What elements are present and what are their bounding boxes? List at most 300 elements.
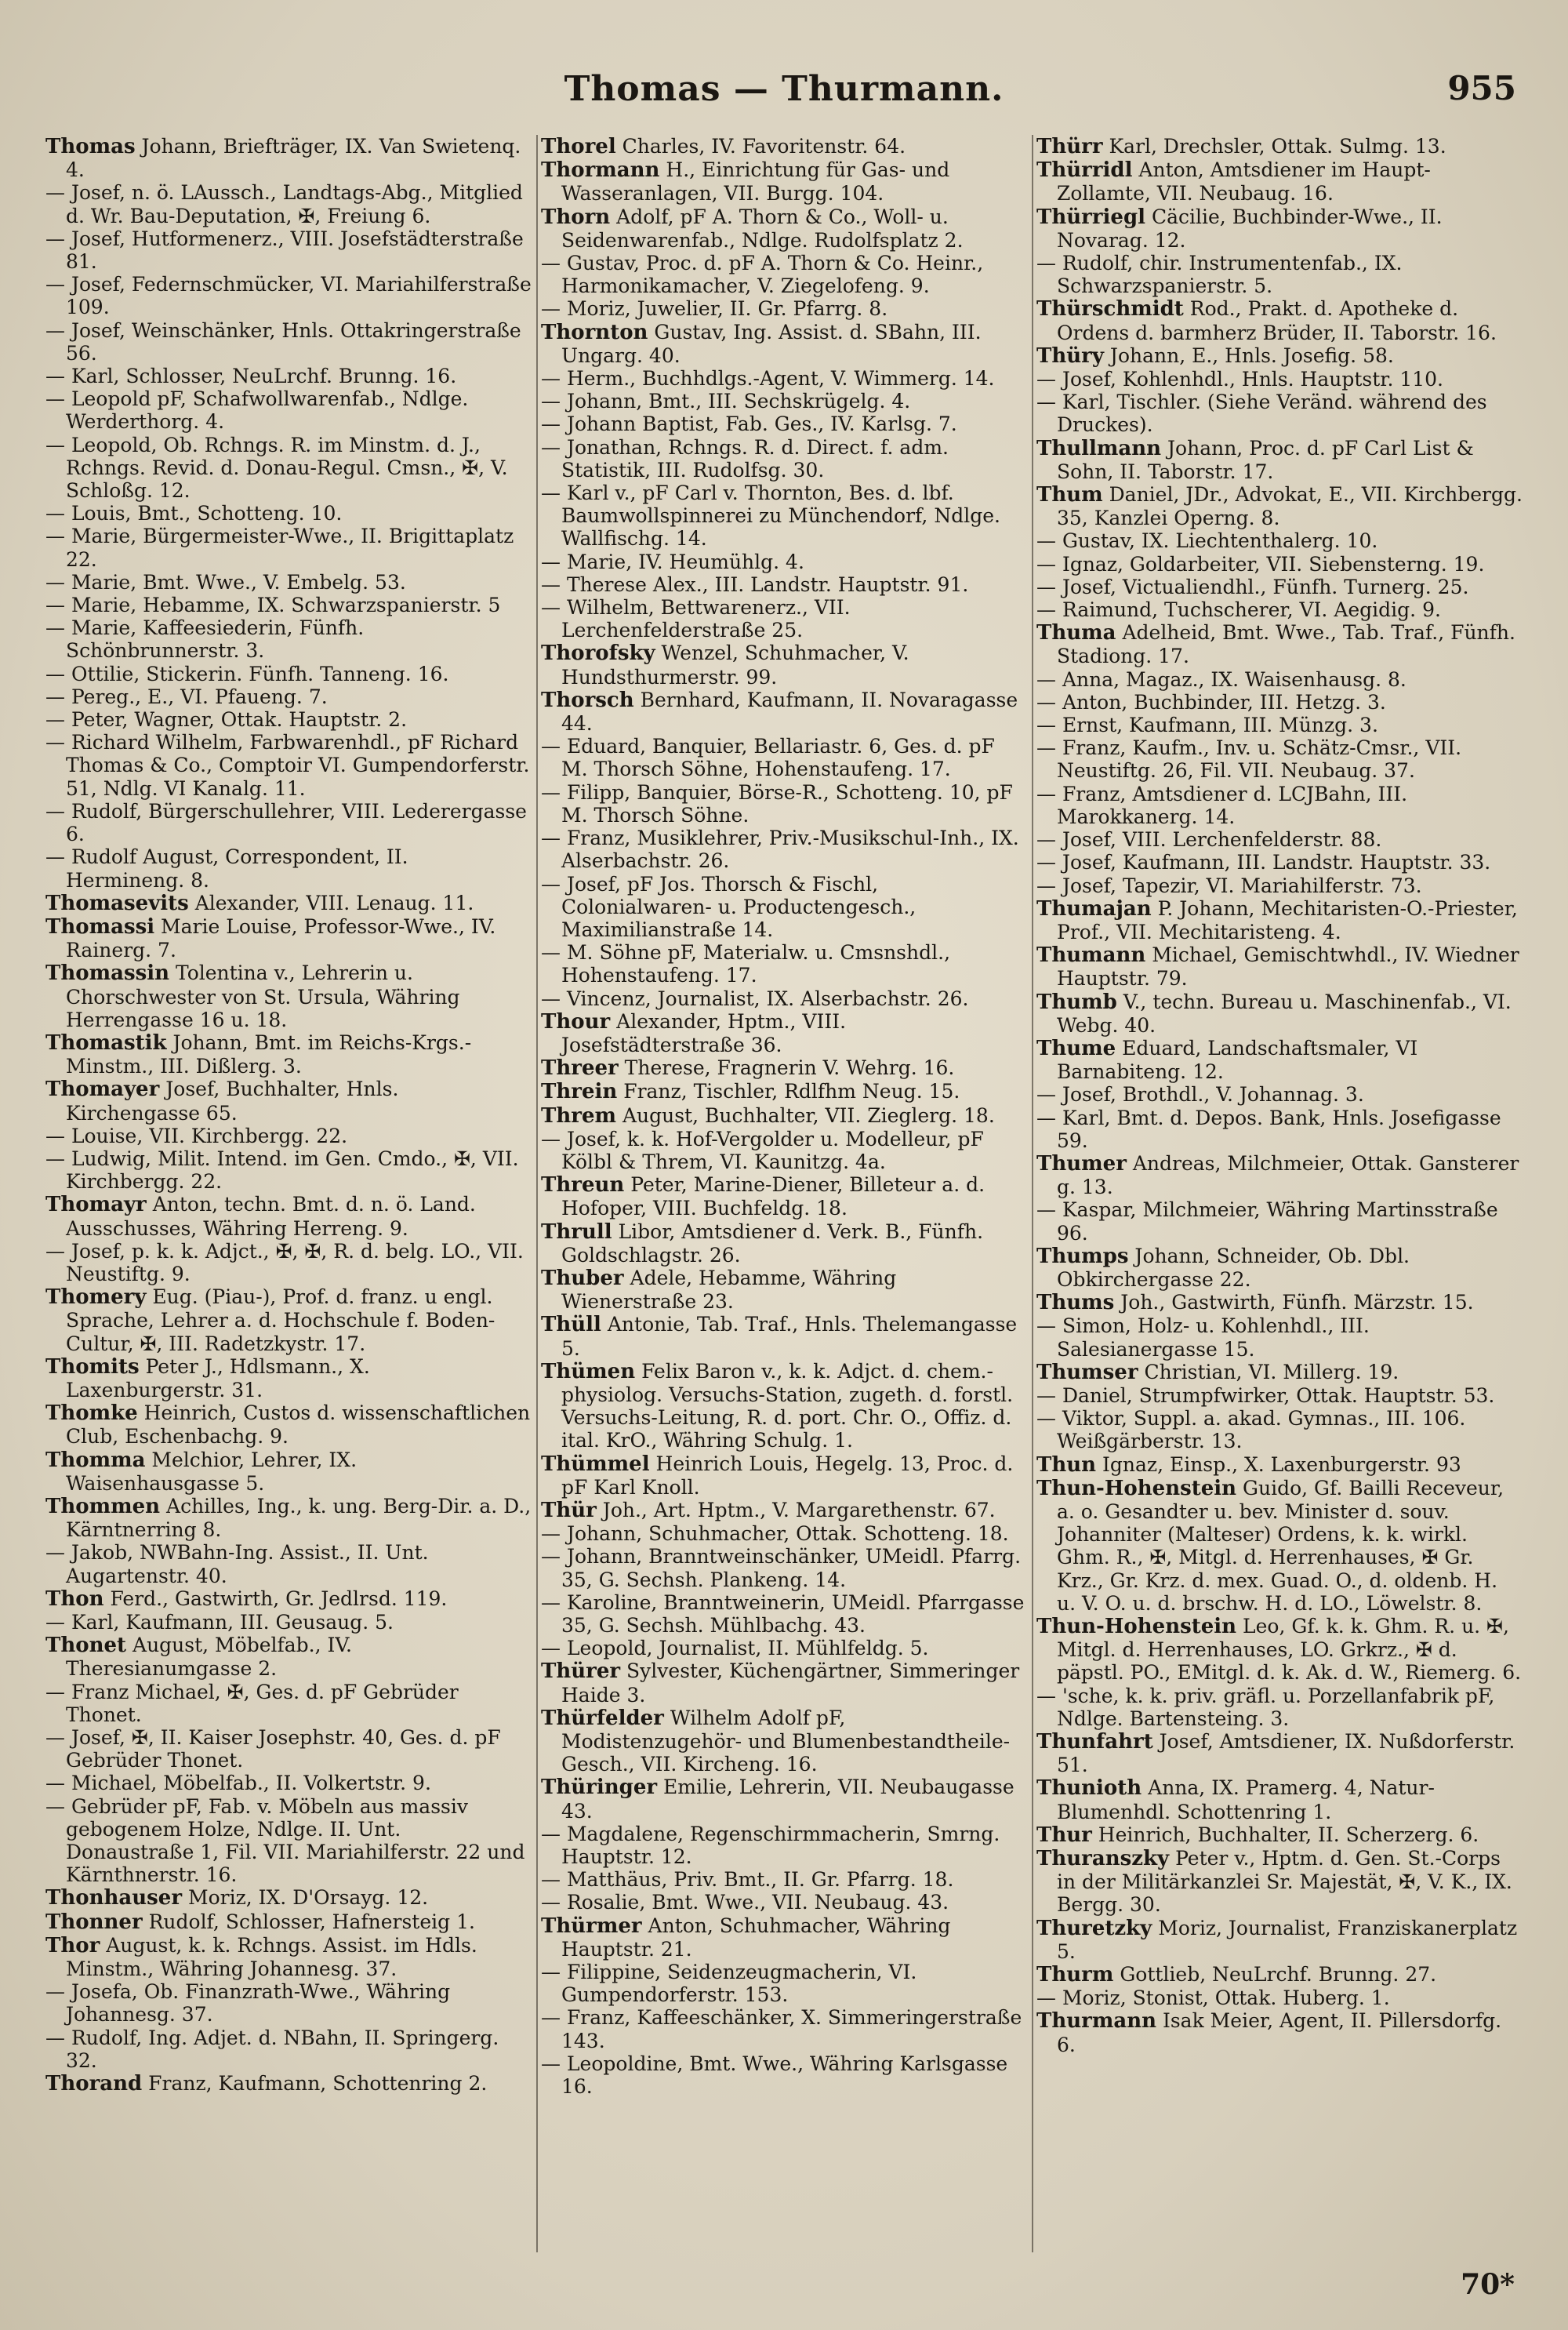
directory-entry bbox=[45, 1078, 532, 1124]
entry-details: — Leopold, Journalist, II. Mühlfeldg. 5. bbox=[541, 1637, 929, 1660]
directory-entry bbox=[541, 1499, 1027, 1522]
directory-entry bbox=[1036, 576, 1523, 598]
directory-entry bbox=[1036, 529, 1523, 552]
directory-entry bbox=[45, 1449, 532, 1495]
entry-surname: Thumajan bbox=[1036, 896, 1152, 921]
entry-details: Ferd., Gastwirth, Gr. Jedlrsd. 119. bbox=[103, 1587, 448, 1610]
entry-surname: Thürschmidt bbox=[1036, 297, 1184, 322]
entry-surname: Thunioth bbox=[1036, 1776, 1142, 1801]
entry-details: — Ottilie, Stickerin. Fünfh. Tanneng. 16. bbox=[45, 662, 449, 685]
directory-entry bbox=[1036, 1407, 1523, 1452]
entry-surname: Thullmann bbox=[1036, 436, 1162, 460]
directory-entry bbox=[45, 1681, 532, 1726]
directory-entry bbox=[45, 227, 532, 273]
entry-surname: Thur bbox=[1036, 1823, 1092, 1847]
entry-details: — Moriz, Juwelier, II. Gr. Pfarrg. 8. bbox=[541, 297, 888, 321]
directory-entry bbox=[541, 413, 1027, 435]
directory-entry bbox=[541, 1707, 1027, 1776]
entry-details: Eduard, Landschaftsmaler, VI Barnabiteng. 12. bbox=[1057, 1036, 1418, 1084]
entry-details: P. Johann, Mechitaristen-O.-Priester, Prof., VII. Mechitaristeng. 4. bbox=[1057, 896, 1518, 943]
entry-details: Johann, Briefträger, IX. Van Swietenq. 4. bbox=[66, 135, 521, 182]
entry-details: — Karl, Bmt. d. Depos. Bank, Hnls. Josefigasse 59. bbox=[1036, 1106, 1501, 1152]
directory-entry bbox=[1036, 1314, 1523, 1360]
entry-details: — Filippine, Seidenzeugmacherin, VI. Gumpendorferstr. 153. bbox=[541, 1961, 917, 2007]
directory-entry bbox=[45, 181, 532, 227]
entry-details: Adelheid, Bmt. Wwe., Tab. Traf., Fünfh. Stadiong. 17. bbox=[1057, 621, 1515, 668]
directory-entry bbox=[45, 319, 532, 365]
directory-entry bbox=[541, 1659, 1027, 1706]
directory-entry bbox=[541, 941, 1027, 987]
entry-details: — Josef, k. k. Hof-Vergolder u. Modelleur, pF Kölbl & Threm, VI. Kaunitzg. 4a. bbox=[541, 1127, 984, 1173]
directory-entry bbox=[541, 551, 1027, 573]
entry-surname: Thume bbox=[1036, 1036, 1116, 1060]
directory-entry bbox=[1036, 1730, 1523, 1776]
directory-entry bbox=[1036, 252, 1523, 297]
entry-details: — Filipp, Banquier, Börse-R., Schotteng. 10, pF M. Thorsch Söhne. bbox=[541, 780, 1013, 827]
entry-details: Josef, Buchhalter, Hnls. Kirchengasse 65. bbox=[66, 1078, 399, 1125]
entry-surname: Thorel bbox=[541, 135, 616, 158]
directory-entry bbox=[541, 158, 1027, 205]
entry-details: Eug. (Piau-), Prof. d. franz. u engl. Sprache, Lehrer a. d. Hochschule f. Boden-Cultur, ✠, III. Radetzkystr. 17. bbox=[66, 1285, 495, 1355]
entry-details: — Raimund, Tuchscherer, VI. Aegidig. 9. bbox=[1036, 598, 1441, 622]
entry-surname: Thomassin bbox=[45, 961, 170, 986]
directory-entry bbox=[1036, 1823, 1523, 1847]
entry-surname: Thums bbox=[1036, 1291, 1115, 1315]
directory-entry bbox=[1036, 368, 1523, 391]
entry-surname: Thorsch bbox=[541, 688, 634, 712]
page-number: 955 bbox=[1447, 69, 1516, 107]
directory-entry bbox=[541, 436, 1027, 482]
entry-details: Tolentina v., Lehrerin u. Chorschwester von St. Ursula, Währing Herrengasse 16 u. 18. bbox=[66, 961, 460, 1031]
directory-entry bbox=[1036, 621, 1523, 667]
entry-details: — Josef, p. k. k. Adjct., ✠, ✠, R. d. belg. LO., VII. Neustiftg. 9. bbox=[45, 1239, 524, 1285]
directory-entry bbox=[541, 735, 1027, 780]
entry-details: — Josef, pF Jos. Thorsch & Fischl, Colonialwaren- u. Productengesch., Maximilianstraße 14. bbox=[541, 872, 916, 941]
entry-details: Daniel, JDr., Advokat, E., VII. Kirchbergg. 35, Kanzlei Operng. 8. bbox=[1057, 483, 1523, 530]
directory-entry bbox=[45, 1355, 532, 1401]
entry-details: Therese, Fragnerin V. Wehrg. 16. bbox=[618, 1056, 955, 1080]
entry-surname: Threer bbox=[541, 1056, 619, 1081]
entry-details: — Rudolf, Ing. Adjet. d. NBahn, II. Springerg. 32. bbox=[45, 2026, 499, 2072]
entry-details: — Karl, Tischler. (Siehe Veränd. während des Druckes). bbox=[1036, 391, 1487, 437]
entry-details: — Josef, Tapezir, VI. Mariahilferstr. 73. bbox=[1036, 874, 1422, 897]
entry-details: August, Möbelfab., IV. Theresianumgasse 2. bbox=[66, 1634, 352, 1681]
directory-entry bbox=[45, 1193, 532, 1239]
entry-details: — Gustav, Proc. d. pF A. Thorn & Co. Heinr., Harmonikamacher, V. Ziegelofeng. 9. bbox=[541, 252, 984, 298]
directory-entry bbox=[1036, 1107, 1523, 1152]
directory-entry bbox=[45, 1611, 532, 1634]
directory-entry bbox=[45, 961, 532, 1031]
entry-details: Andreas, Milchmeier, Ottak. Gansterer g. 13. bbox=[1057, 1151, 1519, 1199]
entry-details: — Karl v., pF Carl v. Thornton, Bes. d. lbf. Baumwollspinnerei zu Münchendorf, Ndlge. Wallfischg. 14. bbox=[541, 482, 1000, 551]
entry-surname: Thumser bbox=[1036, 1360, 1138, 1384]
entry-surname: Thomits bbox=[45, 1354, 140, 1379]
entry-surname: Thürr bbox=[1036, 135, 1103, 158]
entry-surname: Thumps bbox=[1036, 1244, 1129, 1268]
directory-entry bbox=[541, 205, 1027, 252]
directory-entry bbox=[541, 827, 1027, 872]
entry-details: Rudolf, Schlosser, Hafnersteig 1. bbox=[142, 1910, 475, 1933]
directory-entry bbox=[541, 2006, 1027, 2052]
directory-entry bbox=[45, 135, 532, 181]
entry-details: Wilhelm Adolf pF, Modistenzugehör- und Blumenbestandtheile-Gesch., VII. Kircheng. 16. bbox=[561, 1706, 1011, 1776]
directory-entry bbox=[45, 2072, 532, 2096]
directory-entry bbox=[45, 1285, 532, 1355]
directory-entry bbox=[541, 1056, 1027, 1080]
entry-surname: Thun-Hohenstein bbox=[1036, 1615, 1237, 1638]
directory-entry bbox=[45, 616, 532, 662]
entry-surname: Thon bbox=[45, 1587, 104, 1611]
entry-details: — Peter, Wagner, Ottak. Hauptstr. 2. bbox=[45, 708, 408, 732]
directory-entry bbox=[541, 1868, 1027, 1891]
entry-surname: Threun bbox=[541, 1173, 625, 1198]
entry-details: — Herm., Buchhdlgs.-Agent, V. Wimmerg. 14. bbox=[541, 367, 995, 391]
entry-details: Heinrich, Buchhalter, II. Scherzerg. 6. bbox=[1091, 1823, 1479, 1846]
entry-surname: Thorand bbox=[45, 2072, 143, 2096]
entry-details: — Jonathan, Rchngs. R. d. Direct. f. adm. Statistik, III. Rudolfsg. 30. bbox=[541, 435, 949, 482]
entry-details: — Leopoldine, Bmt. Wwe., Währing Karlsgasse 16. bbox=[541, 2052, 1008, 2099]
directory-entry bbox=[45, 273, 532, 318]
entry-details: Adolf, pF A. Thorn & Co., Woll- u. Seidenwarenfab., Ndlge. Rudolfsplatz 2. bbox=[561, 205, 964, 252]
entry-details: — Josef, Federnschmücker, VI. Mariahilferstraße 109. bbox=[45, 273, 532, 319]
entry-details: Leo, Gf. k. k. Ghm. R. u. ✠, Mitgl. d. Herrenhauses, LO. Grkrz., ✠ d. päpstl. PO., EMitgl. d. k. Ak. d. W., Riemerg. 6. bbox=[1057, 1615, 1522, 1685]
entry-surname: Thüringer bbox=[541, 1776, 658, 1800]
entry-details: Heinrich, Custos d. wissenschaftlichen Club, Eschenbachg. 9. bbox=[66, 1401, 531, 1449]
directory-entry bbox=[541, 1591, 1027, 1637]
directory-entry bbox=[1036, 1963, 1523, 1986]
running-title: Thomas — Thurmann. bbox=[564, 69, 1004, 109]
directory-entry bbox=[1036, 991, 1523, 1037]
entry-surname: Threin bbox=[541, 1080, 618, 1104]
entry-details: — Josef, n. ö. LAussch., Landtags-Abg., Mitglied d. Wr. Bau-Deputation, ✠, Freiung 6. bbox=[45, 181, 523, 227]
entry-details: — Moriz, Stonist, Ottak. Huberg. 1. bbox=[1036, 1986, 1390, 2010]
entry-details: Anna, IX. Pramerg. 4, Natur-Blumenhdl. Schottenring 1. bbox=[1057, 1776, 1435, 1823]
entry-surname: Thür bbox=[541, 1498, 597, 1522]
directory-entry bbox=[45, 2026, 532, 2072]
entry-details: V., techn. Bureau u. Maschinenfab., VI. Webg. 40. bbox=[1057, 990, 1512, 1037]
directory-entry bbox=[1036, 1198, 1523, 1244]
entry-surname: Thomassi bbox=[45, 914, 155, 939]
entry-details: — Josef, VIII. Lerchenfelderstr. 88. bbox=[1036, 828, 1382, 852]
directory-entry bbox=[541, 367, 1027, 390]
entry-details: Peter v., Hptm. d. Gen. St.-Corps in der Militärkanzlei Sr. Majestät, ✠, V. K., IX. Bergg. 30. bbox=[1057, 1847, 1512, 1917]
entry-details: Johann, Proc. d. pF Carl List & Sohn, II. Taborstr. 17. bbox=[1057, 436, 1474, 483]
entry-surname: Thonner bbox=[45, 1910, 143, 1934]
entry-details: H., Einrichtung für Gas- und Wasseranlagen, VII. Burgg. 104. bbox=[561, 158, 950, 205]
directory-entry bbox=[45, 731, 532, 800]
directory-entry bbox=[541, 390, 1027, 413]
entry-details: Adele, Hebamme, Währing Wienerstraße 23. bbox=[561, 1266, 897, 1314]
entry-details: — Franz, Kaffeeschänker, X. Simmeringerstraße 143. bbox=[541, 2006, 1022, 2052]
directory-entry bbox=[1036, 1847, 1523, 1917]
entry-details: — Leopold, Ob. Rchngs. R. im Minstm. d. J., Rchngs. Revid. d. Donau-Regul. Cmsn., ✠, V. Schloßg. 12. bbox=[45, 433, 508, 503]
directory-entry bbox=[1036, 344, 1523, 368]
entry-details: — Franz, Musiklehrer, Priv.-Musikschul-Inh., IX. Alserbachstr. 26. bbox=[541, 827, 1019, 873]
entry-details: Michael, Gemischtwhdl., IV. Wiedner Hauptstr. 79. bbox=[1057, 943, 1519, 991]
column-1 bbox=[45, 135, 532, 2252]
entry-details: Guido, Gf. Bailli Receveur, a. o. Gesandter u. bev. Minister d. souv. Johanniter (Malteser) Ordens, k. k. wirkl. Ghm. R., ✠, Mitgl. d. Herrenhauses, ✠ Gr. Krz., Gr. Krz. d. mex. Guad. O., d. oldenb. H. u. V. O. u. d. brschw. H. d. LO., Löwelstr. 8. bbox=[1057, 1476, 1504, 1615]
directory-entry bbox=[45, 1910, 532, 1934]
directory-entry bbox=[1036, 1037, 1523, 1083]
directory-entry bbox=[45, 708, 532, 731]
directory-entry bbox=[1036, 691, 1523, 714]
directory-entry bbox=[45, 1726, 532, 1772]
entry-details: Peter, Marine-Diener, Billeteur a. d. Hofoper, VIII. Buchfeldg. 18. bbox=[561, 1173, 985, 1220]
entry-details: — Pereg., E., VI. Pfaueng. 7. bbox=[45, 685, 328, 708]
signature-mark: 70* bbox=[1461, 2268, 1515, 2301]
entry-surname: Thommen bbox=[45, 1494, 161, 1518]
entry-details: — Franz, Kaufm., Inv. u. Schätz-Cmsr., VII. Neustiftg. 26, Fil. VII. Neubaug. 37. bbox=[1036, 736, 1462, 783]
directory-entry bbox=[541, 781, 1027, 827]
entry-details: Charles, IV. Favoritenstr. 64. bbox=[615, 135, 906, 158]
directory-entry bbox=[541, 1267, 1027, 1313]
column-3 bbox=[1036, 135, 1523, 2252]
entry-surname: Thorofsky bbox=[541, 642, 655, 666]
entry-details: Antonie, Tab. Traf., Hnls. Thelemangasse 5. bbox=[561, 1313, 1018, 1360]
entry-details: Joh., Art. Hptm., V. Margarethenstr. 67. bbox=[596, 1498, 996, 1521]
entry-details: — Therese Alex., III. Landstr. Hauptstr. 91. bbox=[541, 573, 969, 596]
directory-entry bbox=[1036, 874, 1523, 897]
entry-details: — Eduard, Banquier, Bellariastr. 6, Ges. d. pF M. Thorsch Söhne, Hohenstaufeng. 17. bbox=[541, 735, 995, 781]
entry-details: Peter J., Hdlsmann., X. Laxenburgerstr. 31. bbox=[66, 1354, 370, 1401]
entry-details: Karl, Drechsler, Ottak. Sulmg. 13. bbox=[1102, 135, 1446, 158]
directory-entry bbox=[1036, 1685, 1523, 1730]
entry-details: — Rudolf, chir. Instrumentenfab., IX. Schwarzspanierstr. 5. bbox=[1036, 252, 1403, 298]
entry-surname: Thrull bbox=[541, 1220, 612, 1244]
directory-entry bbox=[541, 1823, 1027, 1868]
entry-details: — Josef, Weinschänker, Hnls. Ottakringerstraße 56. bbox=[45, 318, 521, 365]
directory-entry bbox=[1036, 205, 1523, 252]
directory-entry bbox=[45, 800, 532, 845]
entry-details: — Michael, Möbelfab., II. Volkertstr. 9. bbox=[45, 1772, 431, 1795]
entry-details: Bernhard, Kaufmann, II. Novaragasse 44. bbox=[561, 688, 1018, 736]
directory-entry bbox=[1036, 943, 1523, 990]
directory-entry bbox=[541, 1220, 1027, 1267]
entry-surname: Thuranszky bbox=[1036, 1847, 1170, 1871]
entry-surname: Threm bbox=[541, 1103, 617, 1128]
entry-details: — Leopold pF, Schafwollwarenfab., Ndlge. Werderthorg. 4. bbox=[45, 387, 469, 434]
directory-entry bbox=[541, 1104, 1027, 1128]
entry-surname: Thum bbox=[1036, 483, 1103, 507]
entry-details: — Ernst, Kaufmann, III. Münzg. 3. bbox=[1036, 714, 1378, 737]
directory-entry bbox=[45, 502, 532, 525]
entry-surname: Thonet bbox=[45, 1634, 127, 1658]
directory-entry bbox=[541, 135, 1027, 158]
entry-surname: Thümen bbox=[541, 1359, 636, 1383]
directory-entry bbox=[45, 387, 532, 433]
entry-details: Gustav, Ing. Assist. d. SBahn, III. Ungarg. 40. bbox=[561, 320, 982, 367]
page-header bbox=[47, 69, 1521, 116]
entry-details: — Rudolf August, Correspondent, II. Hermineng. 8. bbox=[45, 845, 408, 892]
entry-surname: Thumb bbox=[1036, 990, 1117, 1014]
entry-details: — Johann Baptist, Fab. Ges., IV. Karlsg. 7. bbox=[541, 413, 957, 436]
entry-surname: Thomayr bbox=[45, 1193, 147, 1217]
directory-entry bbox=[1036, 714, 1523, 736]
entry-details: Gottlieb, NeuLrchf. Brunng. 27. bbox=[1113, 1963, 1437, 1986]
directory-entry bbox=[541, 1522, 1027, 1545]
directory-entry bbox=[541, 642, 1027, 688]
directory-entry bbox=[45, 845, 532, 891]
entry-details: Johann, E., Hnls. Josefig. 58. bbox=[1103, 344, 1394, 367]
entry-details: — Viktor, Suppl. a. akad. Gymnas., III. 106. Weißgärberstr. 13. bbox=[1036, 1407, 1466, 1453]
directory-entry bbox=[541, 1452, 1027, 1499]
directory-entry bbox=[45, 365, 532, 387]
entry-details: August, Buchhalter, VII. Zieglerg. 18. bbox=[616, 1103, 995, 1127]
directory-entry bbox=[541, 252, 1027, 297]
entry-surname: Thomayer bbox=[45, 1078, 160, 1102]
entry-details: — Rudolf, Bürgerschullehrer, VIII. Lederergasse 6. bbox=[45, 799, 527, 846]
directory-entry bbox=[541, 1128, 1027, 1173]
directory-entry bbox=[45, 1125, 532, 1147]
directory-entry bbox=[1036, 1083, 1523, 1106]
directory-entry bbox=[541, 1313, 1027, 1359]
directory-entry bbox=[45, 915, 532, 961]
entry-surname: Thumann bbox=[1036, 943, 1146, 968]
directory-entry bbox=[1036, 437, 1523, 483]
column-2 bbox=[541, 135, 1027, 2252]
directory-entry bbox=[541, 297, 1027, 320]
directory-entry bbox=[1036, 1453, 1523, 1477]
entry-details: Cäcilie, Buchbinder-Wwe., II. Novarag. 12. bbox=[1057, 205, 1443, 252]
directory-entry bbox=[45, 892, 532, 915]
entry-details: Anton, Schuhmacher, Währing Hauptstr. 21. bbox=[561, 1914, 951, 1961]
directory-entry bbox=[1036, 1615, 1523, 1685]
entry-details: — Vincenz, Journalist, IX. Alserbachstr. 26. bbox=[541, 987, 969, 1010]
entry-surname: Thürer bbox=[541, 1659, 621, 1684]
directory-columns bbox=[45, 135, 1523, 2252]
entry-details: — Johann, Schuhmacher, Ottak. Schotteng. 18. bbox=[541, 1522, 1009, 1546]
directory-entry bbox=[45, 1795, 532, 1887]
directory-entry bbox=[1036, 1776, 1523, 1823]
directory-entry bbox=[1036, 2009, 1523, 2056]
entry-details: — Magdalene, Regenschirmmacherin, Smrng. Hauptstr. 12. bbox=[541, 1822, 1000, 1869]
directory-entry bbox=[1036, 553, 1523, 576]
entry-surname: Thomke bbox=[45, 1401, 138, 1426]
directory-entry bbox=[1036, 598, 1523, 621]
entry-details: Heinrich Louis, Hegelg. 13, Proc. d. pF Karl Knoll. bbox=[561, 1452, 1014, 1499]
directory-entry bbox=[45, 1541, 532, 1587]
entry-details: — Daniel, Strumpfwirker, Ottak. Hauptstr. 53. bbox=[1036, 1383, 1495, 1407]
entry-details: Felix Baron v., k. k. Adjct. d. chem.-physiolog. Versuchs-Station, zugeth. d. forstl. Versuchs-Leitung, R. d. port. Chr. O., Offiz. d. ital. KrO., Währing Schulg. 1. bbox=[561, 1359, 1014, 1452]
entry-details: Libor, Amtsdiener d. Verk. B., Fünfh. Goldschlagstr. 26. bbox=[561, 1220, 984, 1267]
entry-details: — Marie, Bürgermeister-Wwe., II. Brigittaplatz 22. bbox=[45, 525, 514, 571]
entry-details: Melchior, Lehrer, IX. Waisenhausgasse 5. bbox=[66, 1448, 358, 1495]
directory-entry bbox=[45, 1587, 532, 1611]
directory-entry bbox=[1036, 1152, 1523, 1198]
directory-entry bbox=[1036, 158, 1523, 205]
directory-entry bbox=[45, 663, 532, 685]
entry-details: Anton, techn. Bmt. d. n. ö. Land. Ausschusses, Währing Herreng. 9. bbox=[66, 1193, 476, 1240]
directory-entry bbox=[541, 1010, 1027, 1056]
directory-entry bbox=[541, 1360, 1027, 1452]
entry-surname: Thuretzky bbox=[1036, 1916, 1152, 1940]
directory-entry bbox=[541, 689, 1027, 735]
entry-details: — Josef, Brothdl., V. Johannag. 3. bbox=[1036, 1083, 1364, 1107]
entry-details: — Richard Wilhelm, Farbwarenhdl., pF Richard Thomas & Co., Comptoir VI. Gumpendorferstr. 51, Ndlg. VI Kanalg. 11. bbox=[45, 731, 530, 800]
entry-details: — Josefa, Ob. Finanzrath-Wwe., Währing Johannesg. 37. bbox=[45, 1980, 451, 2026]
entry-details: — Franz, Amtsdiener d. LCJBahn, III. Marokkanerg. 14. bbox=[1036, 782, 1408, 828]
entry-surname: Thomasevits bbox=[45, 891, 189, 915]
entry-surname: Thonhauser bbox=[45, 1886, 183, 1910]
entry-details: Franz, Tischler, Rdlfhm Neug. 15. bbox=[617, 1080, 960, 1103]
entry-surname: Thürmer bbox=[541, 1914, 642, 1938]
entry-details: — Louis, Bmt., Schotteng. 10. bbox=[45, 502, 343, 525]
directory-entry bbox=[45, 594, 532, 616]
entry-surname: Thormann bbox=[541, 158, 660, 183]
entry-details: — Anton, Buchbinder, III. Hetzg. 3. bbox=[1036, 690, 1386, 714]
directory-entry bbox=[45, 525, 532, 570]
directory-entry bbox=[45, 1634, 532, 1680]
entry-surname: Thomma bbox=[45, 1448, 146, 1472]
entry-details: — Gebrüder pF, Fab. v. Möbeln aus massiv gebogenem Holze, Ndlge. II. Unt. Donaustraße 1, Fil. VII. Mariahilferstr. 22 und Kärnthnerstr. 16. bbox=[45, 1794, 525, 1887]
directory-entry bbox=[1036, 1917, 1523, 1963]
entry-details: Joh., Gastwirth, Fünfh. Märzstr. 15. bbox=[1114, 1291, 1474, 1314]
entry-surname: Thunfahrt bbox=[1036, 1730, 1153, 1754]
directory-entry bbox=[541, 2052, 1027, 2098]
directory-entry bbox=[541, 573, 1027, 596]
directory-entry bbox=[1036, 483, 1523, 529]
entry-details: — Josef, Victualiendhl., Fünfh. Turnerg. 25. bbox=[1036, 575, 1469, 598]
entry-surname: Thomas bbox=[45, 135, 136, 158]
entry-details: — Josef, Kohlenhdl., Hnls. Hauptstr. 110. bbox=[1036, 368, 1444, 391]
directory-entry bbox=[541, 873, 1027, 942]
entry-surname: Thomery bbox=[45, 1285, 147, 1310]
entry-details: Emilie, Lehrerin, VII. Neubaugasse 43. bbox=[561, 1776, 1014, 1823]
entry-surname: Thomastik bbox=[45, 1031, 167, 1055]
entry-details: Sylvester, Küchengärtner, Simmeringer Haide 3. bbox=[561, 1659, 1020, 1707]
entry-details: Johann, Bmt. im Reichs-Krgs.-Minstm., III. Dißlerg. 3. bbox=[66, 1031, 472, 1078]
directory-entry bbox=[1036, 1291, 1523, 1314]
entry-details: Johann, Schneider, Ob. Dbl. Obkirchergasse 22. bbox=[1057, 1244, 1410, 1291]
directory-entry bbox=[1036, 783, 1523, 828]
entry-details: — Marie, Hebamme, IX. Schwarzspanierstr. 5 bbox=[45, 594, 501, 617]
entry-details: — Simon, Holz- u. Kohlenhdl., III. Salesianergasse 15. bbox=[1036, 1314, 1370, 1361]
entry-surname: Thor bbox=[45, 1933, 100, 1957]
entry-details: Ignaz, Einsp., X. Laxenburgerstr. 93 bbox=[1096, 1452, 1461, 1476]
directory-entry bbox=[45, 1934, 532, 1980]
entry-details: — Kaspar, Milchmeier, Währing Martinsstraße 96. bbox=[1036, 1198, 1498, 1245]
directory-entry bbox=[541, 1914, 1027, 1961]
entry-surname: Thun bbox=[1036, 1452, 1097, 1477]
directory-entry bbox=[541, 596, 1027, 642]
entry-surname: Thun-Hohenstein bbox=[1036, 1476, 1237, 1500]
directory-entry bbox=[541, 1891, 1027, 1914]
directory-entry bbox=[541, 1173, 1027, 1220]
entry-details: — Ludwig, Milit. Intend. im Gen. Cmdo., ✠, VII. Kirchbergg. 22. bbox=[45, 1147, 519, 1194]
entry-details: Franz, Kaufmann, Schottenring 2. bbox=[142, 2072, 488, 2096]
directory-entry bbox=[541, 482, 1027, 551]
directory-entry bbox=[45, 685, 532, 708]
entry-details: — M. Söhne pF, Materialw. u. Cmsnshdl., Hohenstaufeng. 17. bbox=[541, 941, 951, 987]
entry-details: Alexander, Hptm., VIII. Josefstädterstraße 36. bbox=[561, 1009, 847, 1056]
entry-details: — Marie, IV. Heumühlg. 4. bbox=[541, 550, 804, 573]
entry-surname: Thuma bbox=[1036, 621, 1116, 645]
directory-entry bbox=[45, 1886, 532, 1910]
entry-details: — Johann, Branntweinschänker, UMeidl. Pfarrg. 35, G. Sechsh. Plankeng. 14. bbox=[541, 1545, 1022, 1591]
entry-details: — Anna, Magaz., IX. Waisenhausg. 8. bbox=[1036, 667, 1406, 691]
directory-entry bbox=[1036, 391, 1523, 436]
directory-entry bbox=[1036, 1361, 1523, 1384]
directory-entry bbox=[1036, 1245, 1523, 1291]
entry-surname: Thüry bbox=[1036, 344, 1104, 368]
entry-surname: Thürfelder bbox=[541, 1706, 664, 1730]
directory-entry bbox=[45, 1495, 532, 1541]
entry-details: — Franz Michael, ✠, Ges. d. pF Gebrüder Thonet. bbox=[45, 1680, 459, 1726]
entry-details: — Karoline, Branntweinerin, UMeidl. Pfarrgasse 35, G. Sechsh. Mühlbachg. 43. bbox=[541, 1590, 1025, 1637]
entry-details: Christian, VI. Millerg. 19. bbox=[1138, 1360, 1399, 1383]
entry-details: — Wilhelm, Bettwarenerz., VII. Lerchenfelderstraße 25. bbox=[541, 596, 851, 642]
entry-details: — Josef, ✠, II. Kaiser Josephstr. 40, Ges. d. pF Gebrüder Thonet. bbox=[45, 1726, 501, 1772]
